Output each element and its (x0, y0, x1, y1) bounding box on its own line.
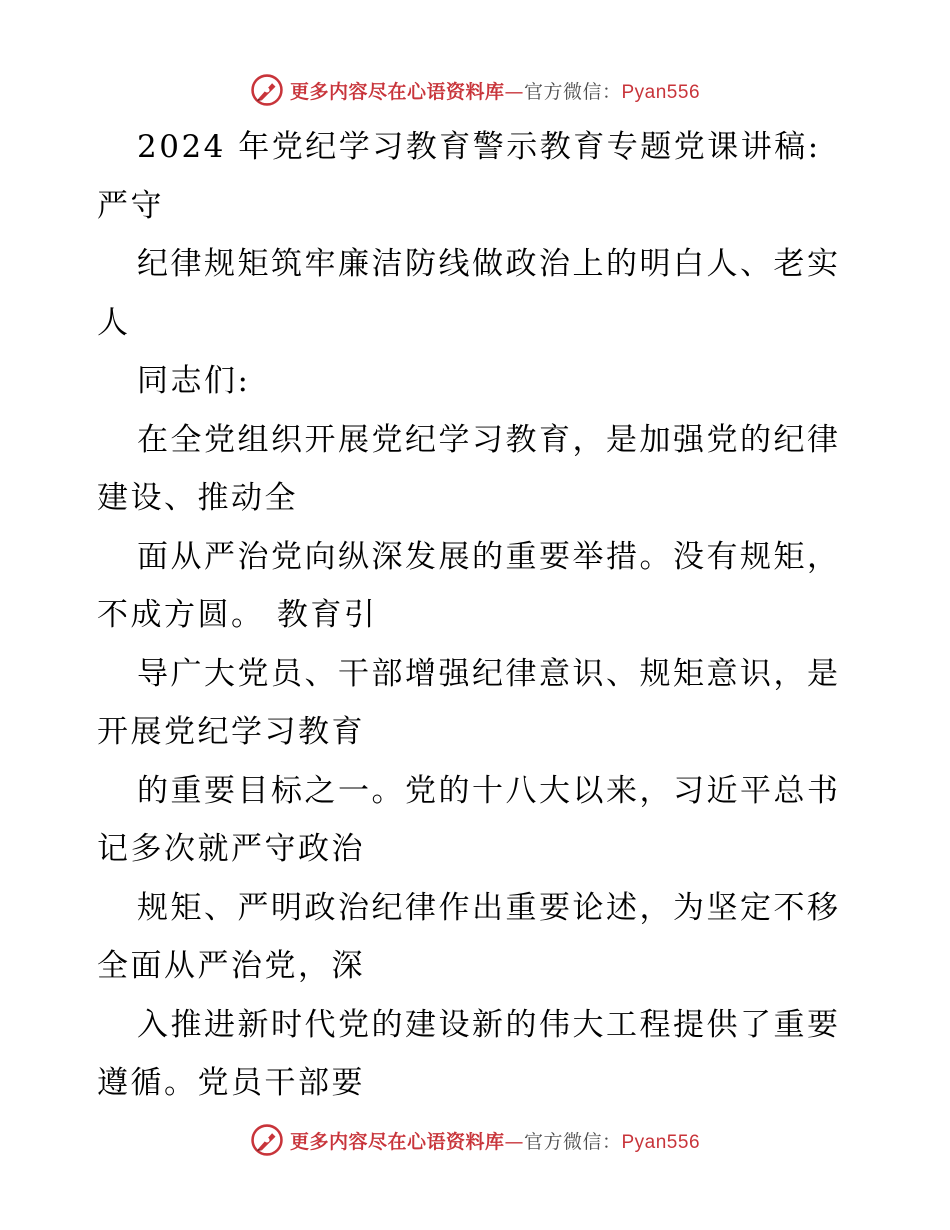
text-line: 规矩、严明政治纪律作出重要论述，为坚定不移 (137, 889, 841, 926)
text-line: 导广大党员、干部增强纪律意识、规矩意识，是 (137, 655, 841, 692)
watermark-site: 更多内容尽在心语资料库 (289, 1130, 505, 1153)
watermark-text (290, 1127, 700, 1154)
footer-watermark (0, 1120, 950, 1160)
text-line: 2024 年党纪学习教育警示教育专题党课讲稿: (137, 129, 821, 165)
pen-logo-icon (250, 1123, 284, 1157)
watermark-id: Pyan556 (621, 1131, 701, 1153)
text-line: 在全党组织开展党纪学习教育，是加强党的纪律 (137, 421, 841, 458)
text-line: 人 (97, 304, 131, 341)
text-line: 入推进新时代党的建设新的伟大工程提供了重要 (137, 1006, 841, 1043)
watermark-group (250, 1123, 700, 1157)
watermark-separator: — (504, 1130, 524, 1153)
watermark-label: 官方微信： (523, 80, 622, 103)
pen-logo-icon (250, 73, 284, 107)
text-line: 遵循。党员干部要 (97, 1065, 365, 1101)
watermark-group (250, 73, 700, 107)
text-line: 面从严治党向纵深发展的重要举措。没有规矩， (137, 538, 841, 575)
text-line: 开展党纪学习教育 (97, 714, 365, 750)
text-line: 建设、推动全 (97, 480, 298, 516)
text-line: 严守 (97, 187, 164, 224)
document-body (97, 118, 857, 1113)
text-line: 同志们: (137, 363, 251, 399)
text-line: 纪律规矩筑牢廉洁防线做政治上的明白人、老实 (137, 246, 841, 282)
text-line: 不成方圆。 教育引 (97, 597, 378, 633)
text-line: 全面从严治党，深 (97, 948, 365, 984)
watermark-separator: — (504, 80, 524, 103)
header-watermark (0, 70, 950, 110)
watermark-label: 官方微信： (523, 1130, 622, 1153)
watermark-text (290, 77, 700, 104)
watermark-site: 更多内容尽在心语资料库 (289, 80, 505, 103)
watermark-id: Pyan556 (621, 81, 701, 103)
text-line: 的重要目标之一。党的十八大以来，习近平总书 (137, 772, 841, 809)
text-line: 记多次就严守政治 (97, 831, 365, 867)
